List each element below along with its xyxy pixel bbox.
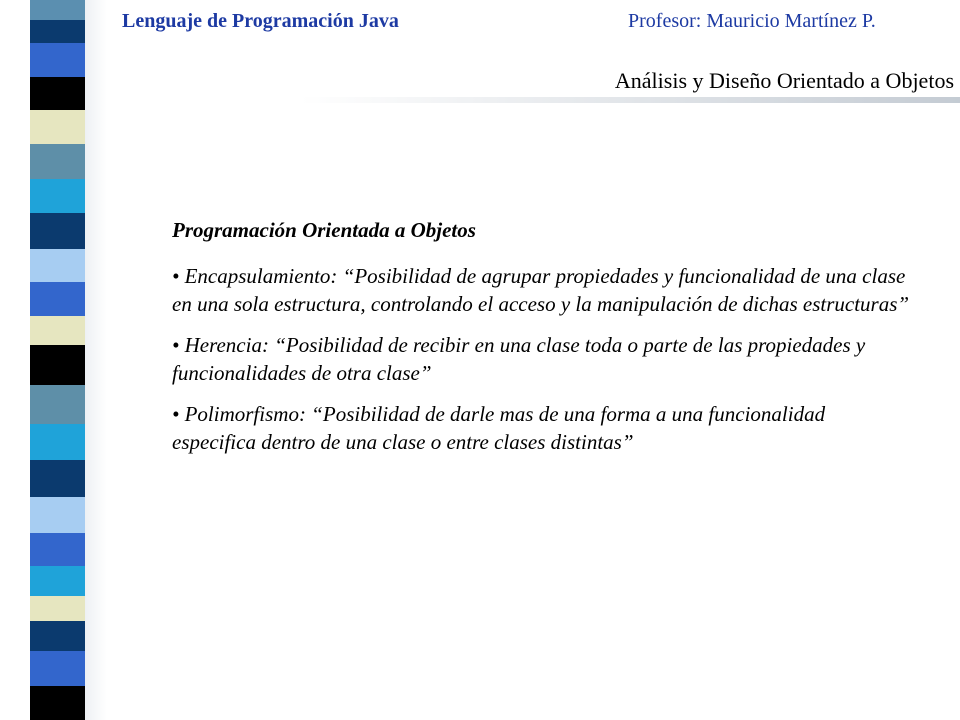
stripe [30,213,85,249]
stripe [30,77,85,111]
stripe [30,533,85,567]
stripe [30,460,85,497]
header-rule [300,97,960,103]
slide-subtitle: Análisis y Diseño Orientado a Objetos [614,68,954,93]
slide-content [172,218,912,469]
stripe [30,144,85,180]
content-title: Programación Orientada a Objetos [172,218,476,242]
stripe-shadow [85,0,107,720]
stripe [30,651,85,687]
course-title: Lenguaje de Programación Java [122,10,399,32]
stripe [30,621,85,651]
bullet-herencia: • Herencia: “Posibilidad de recibir en una clase toda o parte de las propiedades y funcionalidades de otra clase” [172,333,866,385]
bullet-encapsulamiento: • Encapsulamiento: “Posibilidad de agrupar propiedades y funcionalidad de una clase en una sola estructura, controlando el acceso y la manipulación de dichas estructuras” [172,264,910,316]
decorative-stripe-bar [30,0,85,720]
professor-label: Profesor: Mauricio Martínez P. [628,10,876,32]
stripe [30,20,85,44]
stripe [30,110,85,144]
bullet-polimorfismo: • Polimorfismo: “Posibilidad de darle mas de una forma a una funcionalidad especifica dentro de una clase o entre clases distintas” [172,402,826,454]
stripe [30,282,85,316]
stripe [30,345,85,384]
stripe [30,43,85,77]
stripe [30,596,85,622]
stripe [30,566,85,596]
stripe [30,686,85,720]
stripe [30,316,85,346]
stripe [30,424,85,460]
stripe [30,179,85,213]
stripe [30,249,85,283]
stripe [30,385,85,424]
stripe [30,497,85,533]
stripe [30,0,85,20]
